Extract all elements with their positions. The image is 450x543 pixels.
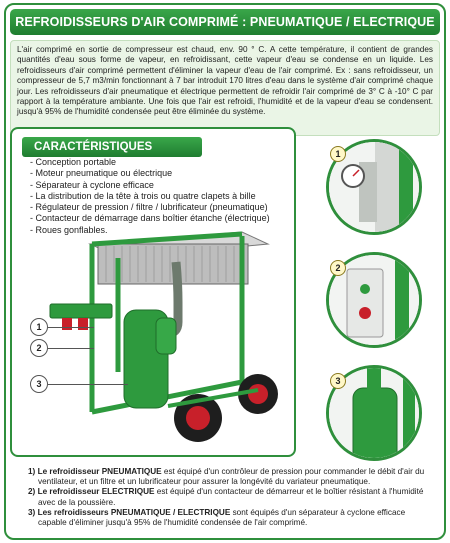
callout-1-line — [48, 327, 94, 328]
callout-3-line — [48, 384, 128, 385]
callout-2-line — [48, 348, 94, 349]
callout-1: 1 — [30, 318, 48, 336]
feature-item: - Régulateur de pression / filtre / lubrificateur (pneumatique) — [30, 202, 292, 213]
callout-2: 2 — [30, 339, 48, 357]
note-1: 1) Le refroidisseur PNEUMATIQUE est équipé d'un contrôleur de pression pour commander le débit d'air du ventilateur, et un filtre et un lubrificateur pour assurer la longévité du variateur pneumatique. — [28, 467, 425, 487]
detail-number-3: 3 — [330, 373, 346, 389]
feature-item: - Conception portable — [30, 157, 292, 168]
notes-section — [28, 467, 428, 528]
page-title: REFROIDISSEURS D'AIR COMPRIMÉ : PNEUMATIQUE / ELECTRIQUE — [10, 9, 440, 35]
note-3: 3) Les refroidisseurs PNEUMATIQUE / ELECTRIQUE sont équipés d'un séparateur à cyclone efficace capable d'éliminer jusqu'à 95% de l'humidité condensée de l'air comprimé. — [28, 507, 406, 528]
feature-item: - Contacteur de démarrage dans boîtier étanche (électrique) — [30, 213, 292, 224]
features-title: CARACTÉRISTIQUES — [22, 137, 202, 157]
callout-3: 3 — [30, 375, 48, 393]
intro-text: L'air comprimé en sortie de compresseur est chaud, env. 90 ° C. A cette température, il contient de grandes quantités d'eau sous forme de vapeur, en refroidissant, cette vapeur d'eau se condense en un liquide. Les refroidisseurs d'air comprimé permettent d'éliminer la vapeur d'eau de l'air comprimé. Ex : sans refroidisseur, un compresseur de 5,7 m3/min fonctionnant à 7 bar introduit 170 litres d'eau dans le système d'air comprimé chaque jour. Les refroidisseurs d'air pneumatique et électrique permettent de refroidir l'air comprimé de 3° C à -10° C par rapport à la température ambiante. Une fois que l'air est refroidi, l'humidité et de la vapeur d'eau se condensent. jusqu'à 95% de l'humidité condensée peut être éliminée du système. — [10, 40, 440, 136]
detail-number-1: 1 — [330, 146, 346, 162]
feature-item: - Moteur pneumatique ou électrique — [30, 168, 292, 179]
feature-item: - Roues gonflables. — [30, 225, 292, 236]
feature-item: - La distribution de la tête à trois ou quatre clapets à bille — [30, 191, 292, 202]
air-cooler-machine-image — [28, 222, 290, 450]
detail-number-2: 2 — [330, 260, 346, 276]
note-2: 2) Le refroidisseur ELECTRIQUE est équipé d'un contacteur de démarreur et le boîtier résistant à l'humidité avec de la poussière. — [28, 487, 424, 507]
feature-item: - Séparateur à cyclone efficace — [30, 180, 292, 191]
